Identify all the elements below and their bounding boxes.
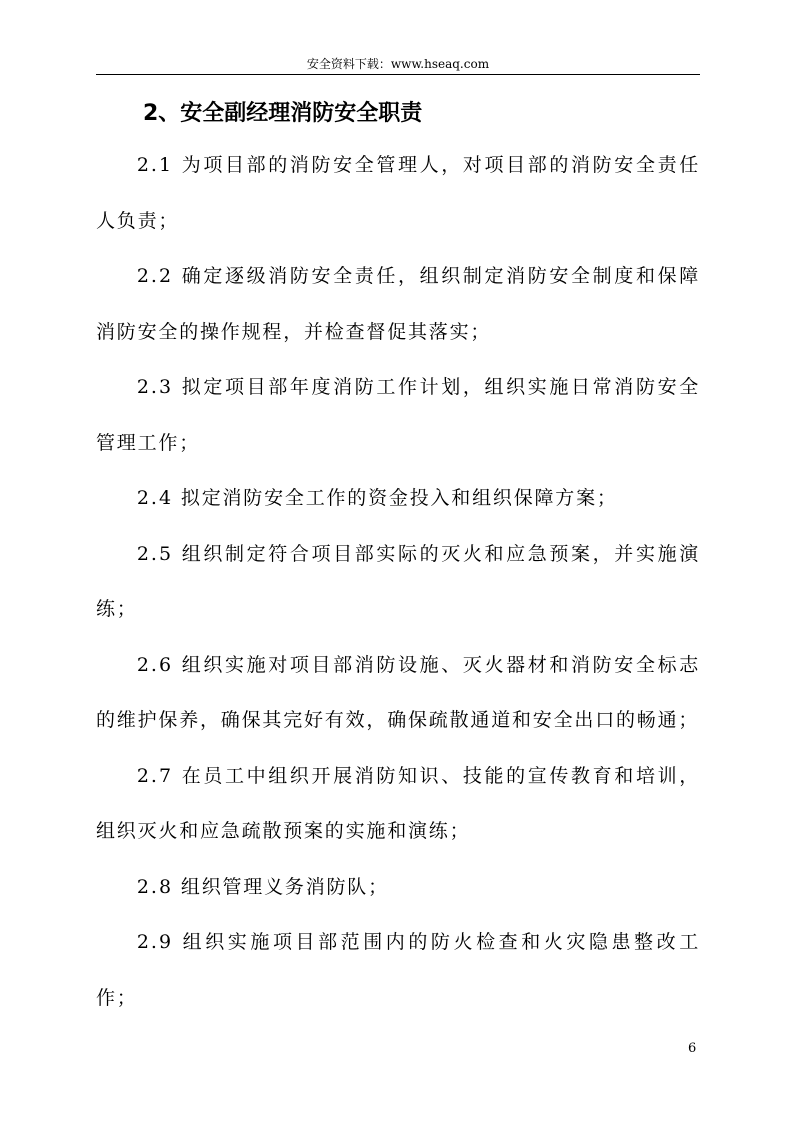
- page-number: 6: [688, 1041, 697, 1056]
- paragraph-text: 在员工中组织开展消防知识、技能的宣传教育和培训，组织灭火和应急疏散预案的实施和演练；: [96, 764, 700, 842]
- paragraph-text: 组织实施对项目部消防设施、灭火器材和消防安全标志的维护保养，确保其完好有效，确保疏散通道和安全出口的畅通；: [96, 653, 700, 731]
- paragraph-number: 2.9: [136, 931, 174, 953]
- paragraph-number: 2.1: [136, 154, 174, 176]
- paragraph-number: 2.5: [136, 542, 174, 565]
- paragraph-text: 为项目部的消防安全管理人，对项目部的消防安全责任人负责；: [96, 154, 700, 232]
- paragraph-number: 2.3: [136, 376, 174, 398]
- section-heading: 2、安全副经理消防安全职责: [143, 101, 423, 126]
- paragraph-text: 拟定项目部年度消防工作计划，组织实施日常消防安全管理工作；: [96, 376, 700, 454]
- paragraph-2-4: [96, 471, 700, 527]
- page-header: 安全资料下载：www.hseaq.com: [306, 57, 490, 71]
- header-divider: [96, 74, 700, 75]
- paragraph-2-6: [96, 638, 700, 749]
- paragraph-number: 2.8: [136, 875, 174, 898]
- paragraph-text: 组织管理义务消防队；: [180, 875, 389, 898]
- paragraph-number: 2.6: [136, 653, 174, 676]
- paragraph-2-1: [96, 138, 700, 249]
- paragraph-text: 确定逐级消防安全责任，组织制定消防安全制度和保障消防安全的操作规程，并检查督促其落实；: [96, 265, 700, 343]
- paragraph-text: 组织制定符合项目部实际的灭火和应急预案，并实施演练；: [96, 542, 700, 620]
- paragraph-2-9: [96, 915, 700, 1026]
- paragraph-text: 组织实施项目部范围内的防火检查和火灾隐患整改工作；: [96, 931, 700, 1009]
- document-body: [96, 138, 700, 1026]
- paragraph-2-2: [96, 249, 700, 360]
- paragraph-number: 2.7: [136, 764, 174, 787]
- paragraph-2-5: [96, 527, 700, 638]
- paragraph-2-3: [96, 360, 700, 471]
- paragraph-text: 拟定消防安全工作的资金投入和组织保障方案；: [180, 487, 618, 509]
- paragraph-number: 2.2: [136, 265, 174, 287]
- paragraph-2-8: [96, 860, 700, 916]
- paragraph-2-7: [96, 749, 700, 860]
- paragraph-number: 2.4: [136, 487, 174, 509]
